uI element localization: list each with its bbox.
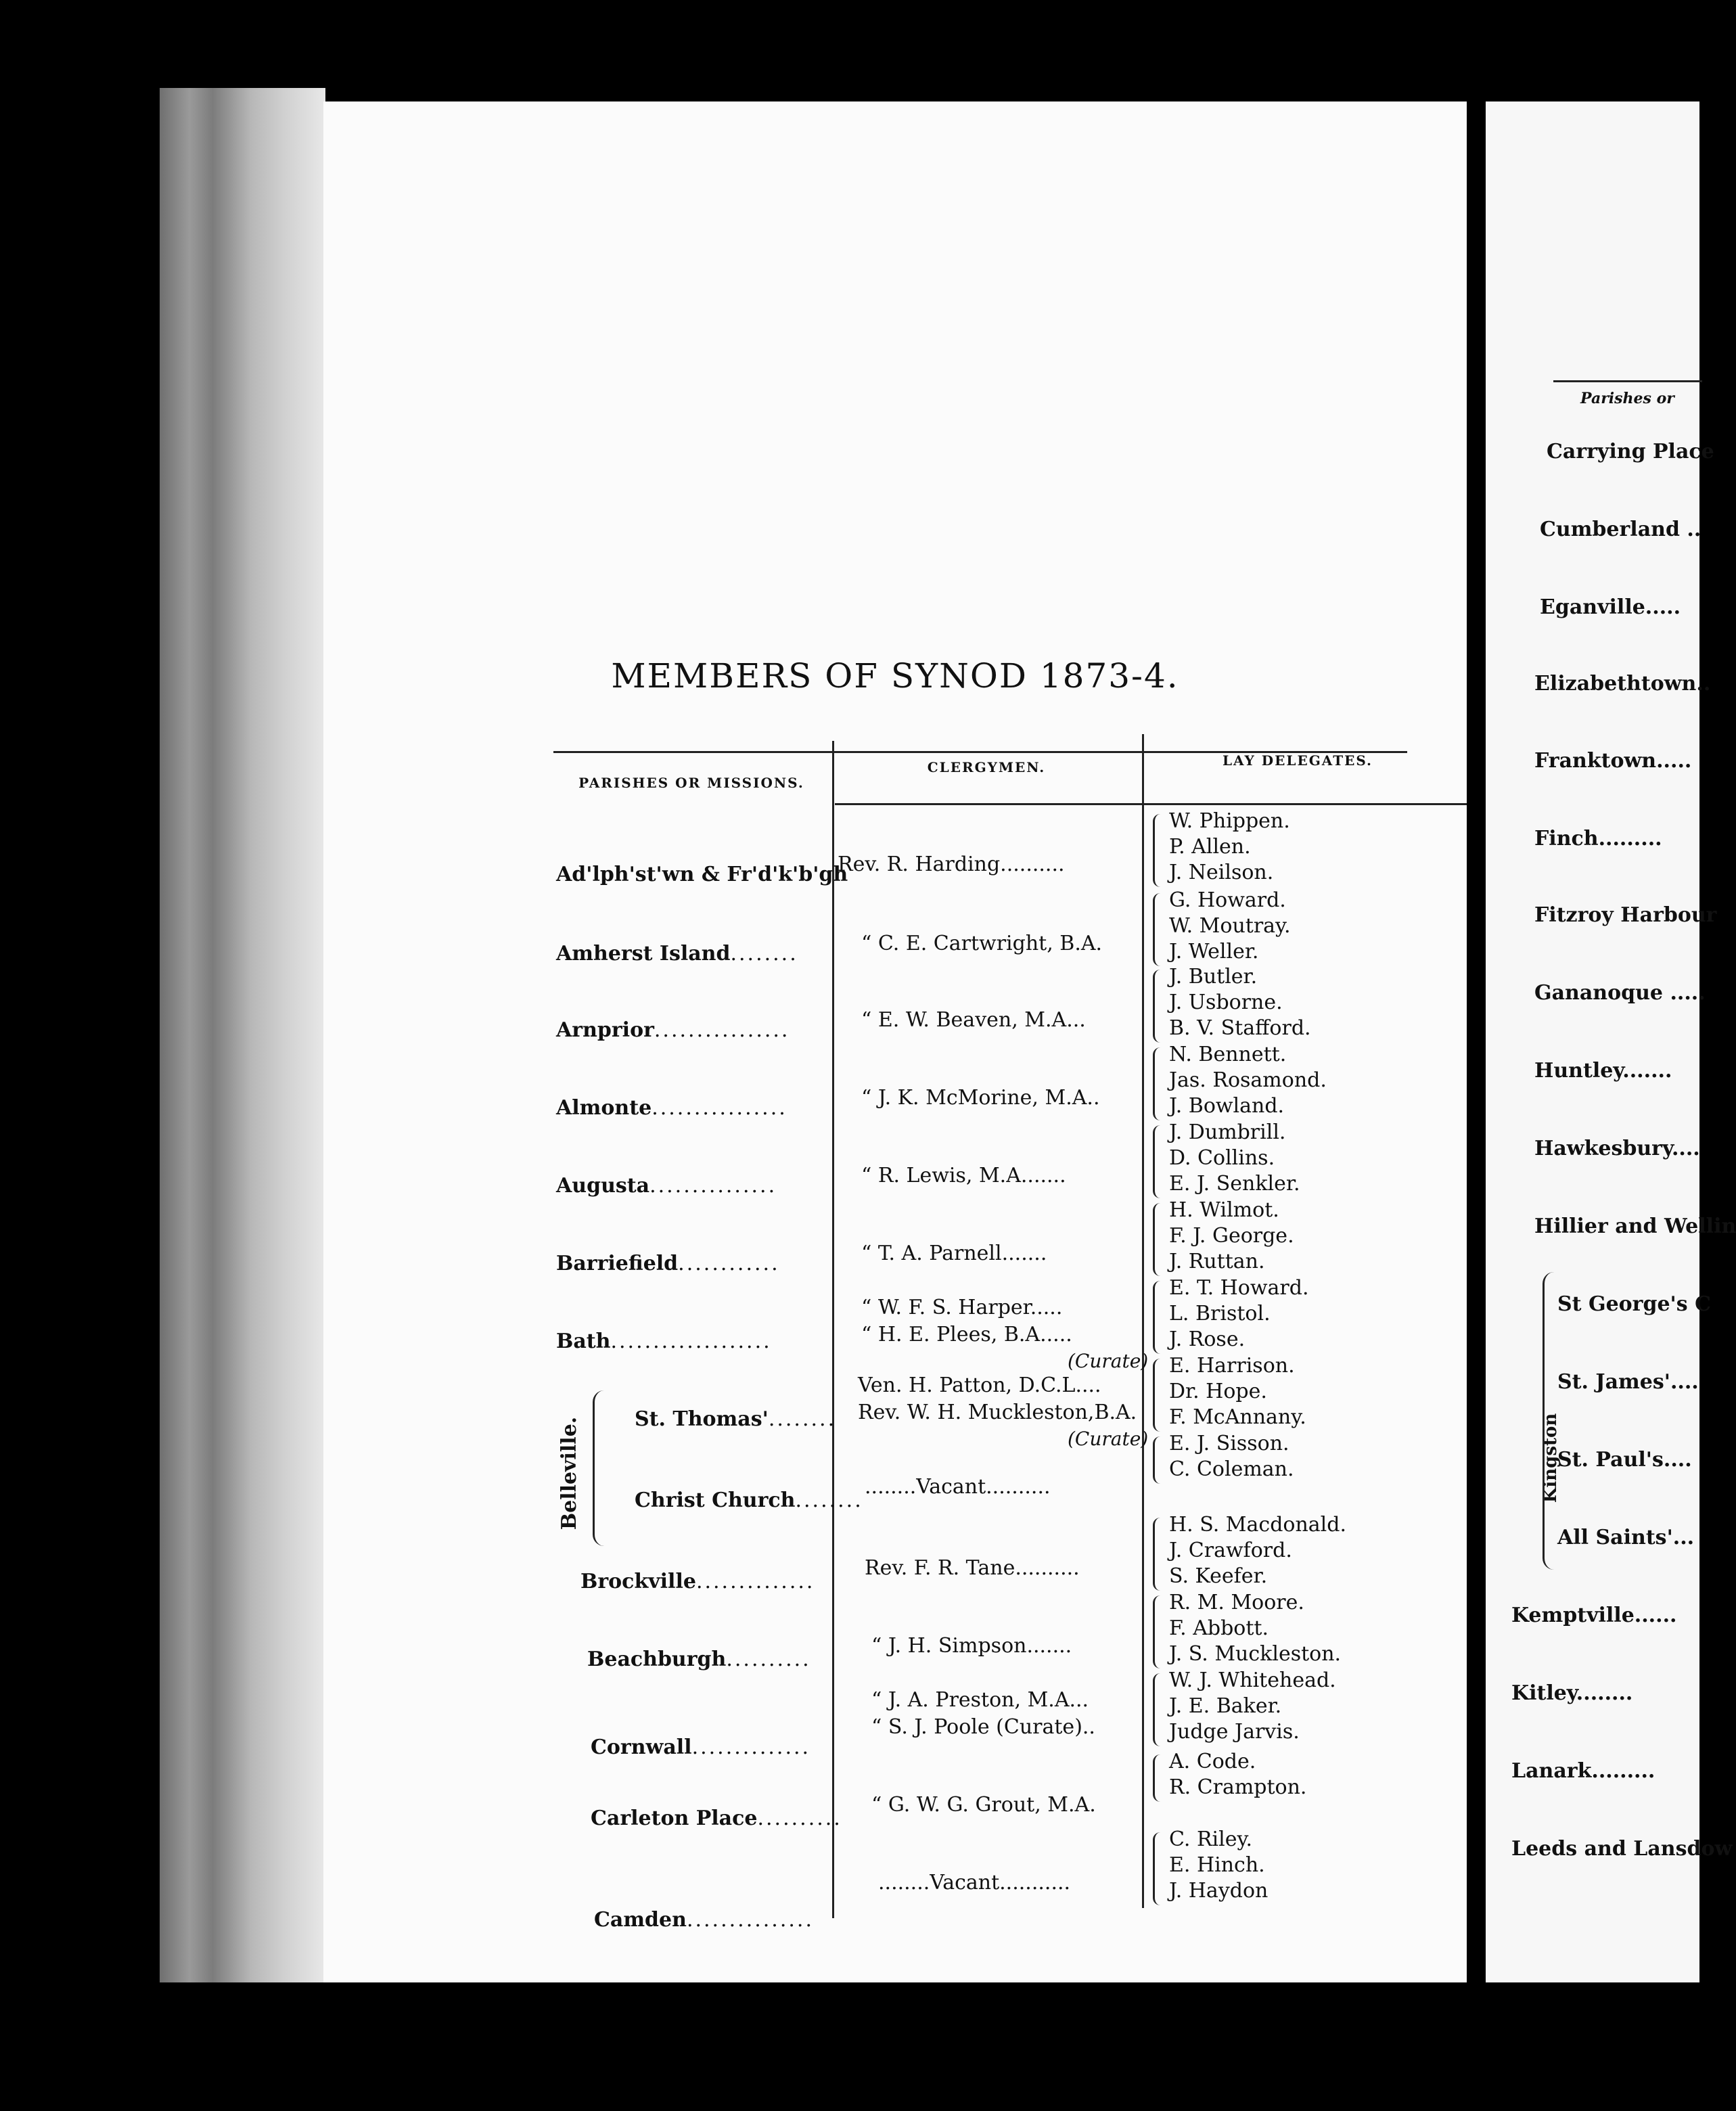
curate-note: (Curate) — [1068, 1428, 1149, 1450]
parish-name — [635, 1489, 863, 1512]
parish-text: Cornwall — [591, 1735, 692, 1759]
lay-delegate: E. J. Senkler. — [1169, 1172, 1300, 1196]
parish-text: Barriefield — [556, 1252, 679, 1275]
lay-delegate: E. Harrison. — [1169, 1354, 1295, 1378]
parish-name — [556, 1174, 777, 1198]
lay-delegate: C. Riley. — [1169, 1828, 1252, 1851]
lay-delegate: J. Neilson. — [1169, 861, 1274, 884]
clergyman: “ J. H. Simpson....... — [871, 1634, 1072, 1658]
lay-delegate: A. Code. — [1169, 1750, 1256, 1773]
lay-delegate: J. Rose. — [1169, 1327, 1246, 1351]
right-parish-item: Elizabethtown.. — [1534, 672, 1711, 696]
clergyman: ........Vacant.......... — [865, 1475, 1051, 1499]
clergyman: “ G. W. G. Grout, M.A. — [871, 1793, 1096, 1817]
lay-delegate: J. Crawford. — [1169, 1539, 1292, 1562]
lay-delegate: E. Hinch. — [1169, 1853, 1265, 1877]
parish-text: Brockville — [580, 1570, 696, 1593]
lay-delegates — [1169, 888, 1291, 965]
lay-delegates — [1169, 1668, 1336, 1745]
lay-delegates — [1169, 1512, 1346, 1589]
lay-delegate: J. S. Muckleston. — [1169, 1642, 1342, 1666]
lay-delegate: J. Usborne. — [1169, 991, 1283, 1014]
clergyman: “ J. K. McMorine, M.A.. — [861, 1086, 1100, 1110]
right-parish-item: Franktown..... — [1534, 749, 1692, 773]
delegate-brace — [1153, 1359, 1160, 1432]
clergyman-second: “ H. E. Plees, B.A..... — [861, 1323, 1072, 1346]
lay-delegate: C. Coleman. — [1169, 1457, 1294, 1481]
delegate-brace — [1153, 893, 1160, 966]
parish-name — [591, 1807, 842, 1830]
parish-name — [587, 1648, 811, 1671]
lay-delegate: J. Bowland. — [1169, 1094, 1285, 1118]
lay-delegates — [1169, 1827, 1268, 1904]
leader-dots: .............. — [695, 1570, 815, 1593]
clergyman: “ J. A. Preston, M.A... — [871, 1688, 1089, 1712]
lay-delegate: N. Bennett. — [1169, 1043, 1287, 1066]
parish-name — [556, 1330, 772, 1353]
lay-delegates — [1169, 1120, 1300, 1197]
lay-delegate: E. J. Sisson. — [1169, 1432, 1289, 1455]
lay-delegate: Judge Jarvis. — [1169, 1720, 1300, 1744]
right-parish-item: Hawkesbury.... — [1534, 1137, 1700, 1160]
parish-name — [594, 1908, 814, 1932]
clergyman: Rev. F. R. Tane.......... — [865, 1556, 1080, 1580]
leader-dots: ........ — [768, 1407, 837, 1431]
parish-text: St. Thomas' — [635, 1407, 769, 1431]
lay-delegates — [1169, 1353, 1306, 1430]
lay-delegate: Dr. Hope. — [1169, 1380, 1267, 1403]
right-parish-item: St. James'.... — [1557, 1370, 1699, 1394]
lay-delegate: J. Weller. — [1169, 940, 1259, 963]
delegate-brace — [1153, 1832, 1160, 1905]
clergyman-second: Rev. W. H. Muckleston,B.A. — [858, 1401, 1137, 1424]
right-parish-item: St George's C — [1557, 1292, 1711, 1316]
leader-dots: .......... — [726, 1648, 811, 1671]
lay-delegate: W. J. Whitehead. — [1169, 1669, 1336, 1692]
leader-dots: ........ — [730, 942, 798, 966]
left-page — [323, 101, 1467, 1982]
parish-text: Augusta — [556, 1174, 650, 1198]
page-title: MEMBERS OF SYNOD 1873-4. — [611, 656, 1179, 696]
leader-dots: ................... — [610, 1330, 772, 1353]
clergyman: “ C. E. Cartwright, B.A. — [861, 932, 1103, 955]
lay-delegate: R. M. Moore. — [1169, 1591, 1304, 1614]
leader-dots: ................ — [652, 1096, 787, 1120]
right-parish-item: All Saints'... — [1557, 1526, 1695, 1549]
leader-dots: .......... — [757, 1807, 842, 1830]
parish-text: Camden — [594, 1908, 687, 1932]
right-header-rule — [1553, 380, 1702, 382]
lay-delegate: E. T. Howard. — [1169, 1276, 1309, 1300]
right-parish-item: Eganville..... — [1540, 595, 1681, 619]
delegate-brace — [1153, 1436, 1160, 1484]
kingston-label: Kingston — [1540, 1413, 1561, 1503]
delegate-brace — [1153, 1518, 1160, 1591]
right-parish-item: Hillier and Wellin — [1534, 1215, 1736, 1238]
delegate-brace — [1153, 1754, 1160, 1802]
parish-text: Beachburgh — [587, 1648, 727, 1671]
delegate-brace — [1153, 1203, 1160, 1276]
parish-text: Arnprior — [556, 1018, 654, 1042]
lay-delegates — [1169, 964, 1311, 1041]
header-lay-delegates: LAY DELEGATES. — [1222, 752, 1373, 769]
lay-delegate: D. Collins. — [1169, 1146, 1275, 1170]
parish-text: Almonte — [556, 1096, 652, 1120]
lay-delegate: F. McAnnany. — [1169, 1405, 1306, 1429]
parish-name — [556, 1096, 787, 1120]
lay-delegates — [1169, 1590, 1341, 1667]
lay-delegates — [1169, 1042, 1327, 1119]
right-parish-item: Cumberland .. — [1540, 518, 1701, 541]
lay-delegate: L. Bristol. — [1169, 1302, 1271, 1325]
leader-dots: ................ — [654, 1018, 790, 1042]
lay-delegates — [1169, 1749, 1306, 1800]
book-page-edges — [160, 88, 325, 1982]
column-divider-1 — [832, 741, 834, 1918]
parish-name — [580, 1570, 815, 1593]
delegate-brace — [1153, 1281, 1160, 1354]
clergyman: “ E. W. Beaven, M.A... — [861, 1008, 1086, 1032]
kingston-brace — [1543, 1272, 1554, 1570]
lay-delegate: F. J. George. — [1169, 1224, 1294, 1248]
leader-dots: ............ — [678, 1252, 780, 1275]
parish-name — [556, 863, 848, 886]
right-parish-item: Gananoque ..... — [1534, 981, 1706, 1005]
clergyman: ........Vacant........... — [878, 1871, 1071, 1894]
parish-text: Ad'lph'st'wn & Fr'd'k'b'gh — [556, 863, 848, 886]
clergyman-second: “ S. J. Poole (Curate).. — [871, 1715, 1095, 1739]
delegate-brace — [1153, 1047, 1160, 1120]
right-page — [1486, 101, 1736, 1982]
delegate-brace — [1153, 970, 1160, 1043]
parish-name — [591, 1735, 810, 1759]
right-page-header: Parishes or — [1580, 390, 1674, 407]
parish-text: Amherst Island — [556, 942, 731, 966]
leader-dots: ............... — [649, 1174, 777, 1198]
belleville-brace — [593, 1390, 604, 1546]
lay-delegate: H. S. Macdonald. — [1169, 1513, 1347, 1537]
lay-delegates — [1169, 809, 1290, 886]
lay-delegate: G. Howard. — [1169, 888, 1286, 912]
lay-delegate: H. Wilmot. — [1169, 1198, 1279, 1222]
lay-delegate: J. Butler. — [1169, 965, 1258, 989]
lay-delegate: J. Haydon — [1169, 1879, 1269, 1903]
right-parish-item: Kitley........ — [1511, 1681, 1633, 1705]
lay-delegates — [1169, 1198, 1294, 1275]
lay-delegate: F. Abbott. — [1169, 1616, 1269, 1640]
lay-delegate: W. Phippen. — [1169, 809, 1290, 833]
lay-delegate: B. V. Stafford. — [1169, 1016, 1311, 1040]
delegate-brace — [1153, 1595, 1160, 1669]
right-parish-item: Carrying Place — [1547, 440, 1714, 463]
right-parish-item: Fitzroy Harbour — [1534, 903, 1717, 927]
parish-name — [635, 1407, 836, 1431]
clergyman: “ R. Lewis, M.A....... — [861, 1164, 1066, 1187]
header-parishes: PARISHES OR MISSIONS. — [578, 775, 804, 791]
parish-name — [556, 942, 798, 966]
right-parish-item: Leeds and Lansdow — [1511, 1837, 1733, 1861]
lay-delegate: W. Moutray. — [1169, 914, 1291, 938]
parish-text: Christ Church — [635, 1489, 796, 1512]
parish-name — [556, 1252, 780, 1275]
lay-delegates — [1169, 1275, 1309, 1353]
clergyman: Rev. R. Harding.......... — [838, 853, 1065, 876]
clergyman: “ W. F. S. Harper..... — [861, 1296, 1063, 1319]
parish-text: Carleton Place — [591, 1807, 758, 1830]
right-parish-item: Finch......... — [1534, 827, 1662, 850]
lay-delegate: R. Crampton. — [1169, 1775, 1307, 1799]
lay-delegate: J. Ruttan. — [1169, 1250, 1265, 1273]
belleville-label: Belleville. — [557, 1416, 582, 1530]
header-bottom-rule — [835, 803, 1467, 805]
lay-delegate: P. Allen. — [1169, 835, 1251, 859]
right-parish-item: Huntley....... — [1534, 1059, 1672, 1083]
header-clergymen: CLERGYMEN. — [927, 759, 1046, 775]
lay-delegate: S. Keefer. — [1169, 1564, 1268, 1588]
clergyman: “ T. A. Parnell....... — [861, 1242, 1047, 1265]
leader-dots: ............... — [686, 1908, 814, 1932]
column-divider-2 — [1142, 734, 1144, 1908]
right-parish-item: Lanark......... — [1511, 1759, 1655, 1783]
curate-note: (Curate) — [1068, 1350, 1149, 1372]
clergyman: Ven. H. Patton, D.C.L.... — [858, 1374, 1101, 1397]
leader-dots: ........ — [795, 1489, 863, 1512]
right-parish-item: St. Paul's.... — [1557, 1448, 1692, 1472]
parish-text: Bath — [556, 1330, 611, 1353]
leader-dots: .............. — [691, 1735, 811, 1759]
right-parish-item: Kemptville...... — [1511, 1604, 1677, 1627]
lay-delegate: J. E. Baker. — [1169, 1694, 1282, 1718]
delegate-brace — [1153, 814, 1160, 887]
lay-delegate: J. Dumbrill. — [1169, 1120, 1286, 1144]
lay-delegates — [1169, 1431, 1294, 1482]
parish-name — [556, 1018, 790, 1042]
delegate-brace — [1153, 1125, 1160, 1198]
lay-delegate: Jas. Rosamond. — [1169, 1068, 1327, 1092]
delegate-brace — [1153, 1673, 1160, 1746]
